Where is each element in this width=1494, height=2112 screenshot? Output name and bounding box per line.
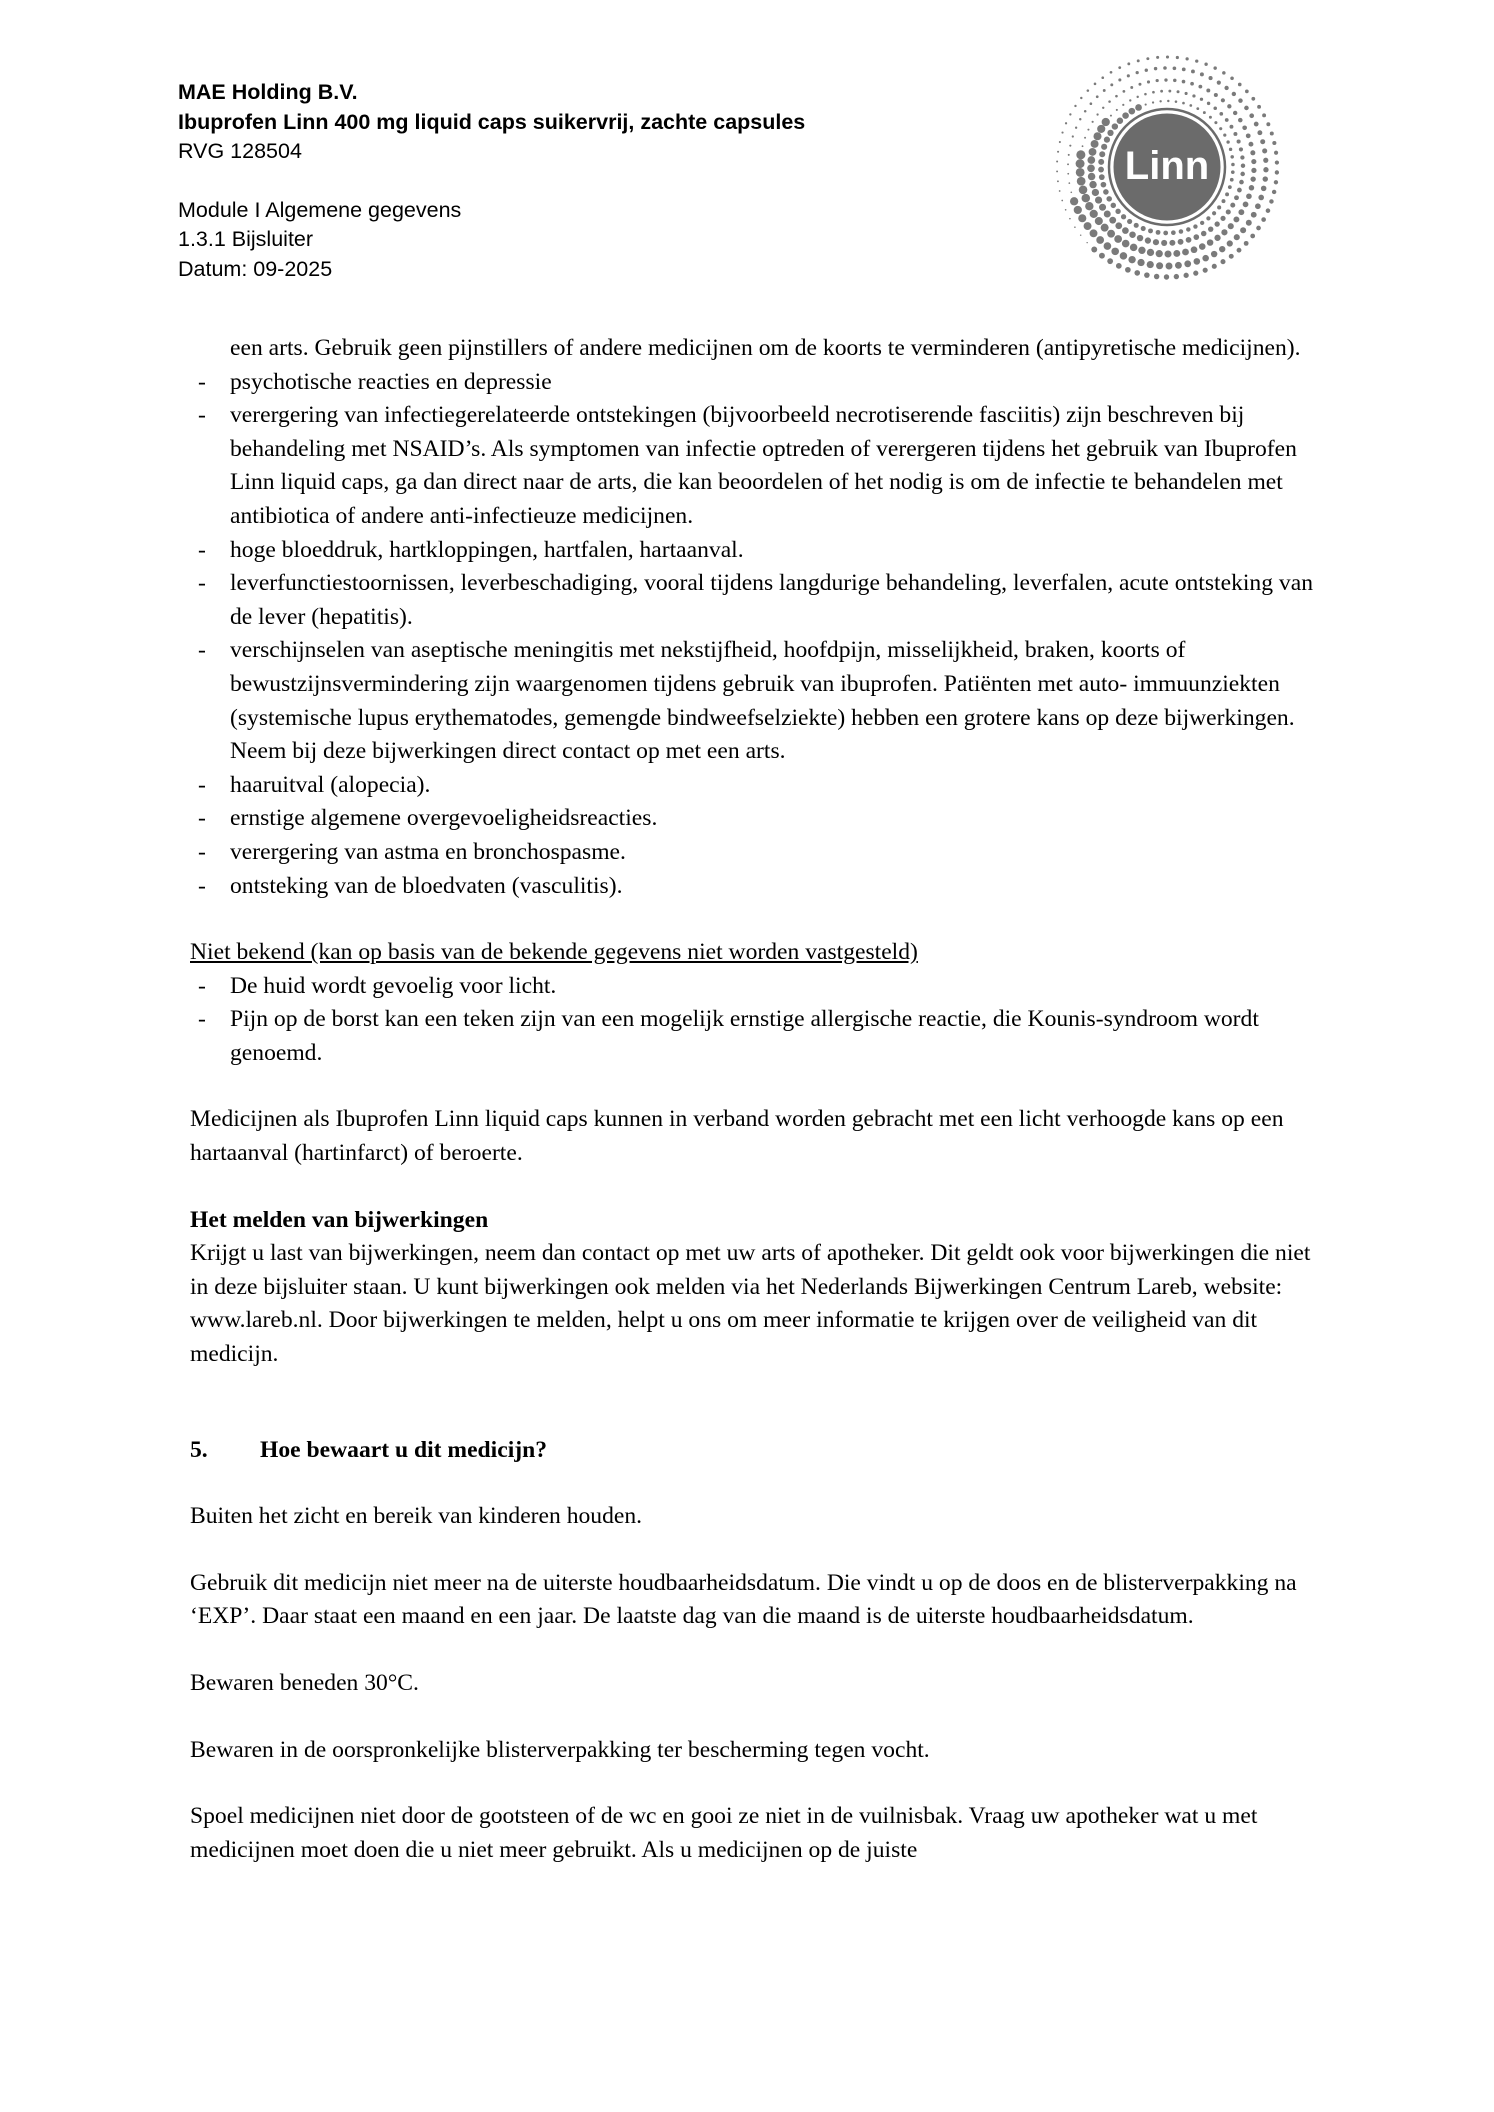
logo-wordmark: Linn: [1124, 144, 1210, 188]
not-known-heading: Niet bekend (kan op basis van de bekende gegevens niet worden vastgesteld): [190, 939, 918, 966]
storage-paragraph: Buiten het zicht en bereik van kinderen houden.: [190, 1503, 643, 1530]
list-item: - leverfunctiestoornissen, leverbeschadiging, vooral tijdens langdurige behandeling, leverfalen, acute ontsteking van de lever (hepatitis).: [190, 567, 1314, 634]
not-known-list: [190, 970, 1314, 1071]
list-item: - verergering van astma en bronchospasme.: [190, 836, 1314, 870]
spacer: [190, 1372, 1314, 1434]
spacer: [190, 903, 1314, 936]
spacer: [190, 1171, 1314, 1204]
spacer: [190, 1701, 1314, 1734]
spacer: [190, 1467, 1314, 1500]
list-item: - psychotische reacties en depressie: [190, 366, 1314, 400]
spacer: [190, 1534, 1314, 1567]
product-name: Ibuprofen Linn 400 mg liquid caps suikervrij, zachte capsules: [178, 109, 806, 134]
section-label: 1.3.1 Bijsluiter: [178, 227, 314, 251]
document-date: Datum: 09-2025: [178, 256, 333, 281]
storage-paragraph: Bewaren beneden 30°C.: [190, 1670, 419, 1696]
section-title: Hoe bewaart u dit medicijn?: [260, 1436, 548, 1463]
list-item: - hoge bloeddruk, hartkloppingen, hartfalen, hartaanval.: [190, 534, 1314, 568]
spacer: [190, 1070, 1314, 1103]
document-body: [190, 332, 1314, 1867]
company-name: MAE Holding B.V.: [178, 80, 358, 104]
continuation-paragraph: een arts. Gebruik geen pijnstillers of andere medicijnen om de koorts te verminderen (antipyretische medicijnen).: [230, 335, 1301, 361]
storage-paragraph: Bewaren in de oorspronkelijke blisterverpakking ter bescherming tegen vocht.: [190, 1736, 930, 1763]
section-5-heading: [190, 1434, 1314, 1468]
list-item: - De huid wordt gevoelig voor licht.: [190, 970, 1314, 1004]
storage-paragraph: Spoel medicijnen niet door de gootsteen of de wc en gooi ze niet in de vuilnisbak. Vraag uw apotheker wat u met medicijnen moet doen die u niet meer gebruikt. Als u medicijnen op de juiste: [190, 1803, 1258, 1863]
spacer: [190, 1634, 1314, 1667]
list-item: - ernstige algemene overgevoeligheidsreacties.: [190, 802, 1314, 836]
heart-risk-paragraph: Medicijnen als Ibuprofen Linn liquid caps kunnen in verband worden gebracht met een licht verhoogde kans op een hartaanval (hartinfarct) of beroerte.: [190, 1106, 1284, 1167]
reporting-paragraph: Krijgt u last van bijwerkingen, neem dan contact op met uw arts of apotheker. Dit geldt ook voor bijwerkingen die niet in deze bijsluiter staan. U kunt bijwerkingen ook melden via het Nederlands Bijwerkingen Centrum Lareb, website: www.lareb.nl. Door bijwerkingen te melden, helpt u ons om meer informatie te krijgen over de veiligheid van dit medicijn.: [190, 1240, 1311, 1368]
list-item: - haaruitval (alopecia).: [190, 769, 1314, 803]
reporting-heading: Het melden van bijwerkingen: [190, 1206, 489, 1233]
module-label: Module I Algemene gegevens: [178, 197, 462, 222]
list-item: - verschijnselen van aseptische meningitis met nekstijfheid, hoofdpijn, misselijkheid, braken, koorts of bewustzijnsvermindering zijn waargenomen tijdens gebruik van ibuprofen. Patiënten met auto- immuunziekten (systemische lupus erythematodes, gemengde bindweefselziekte) hebben een grotere kans op deze bijwerkingen. Neem bij deze bijwerkingen direct contact op met een arts.: [190, 634, 1314, 768]
registration-number: RVG 128504: [178, 139, 302, 163]
linn-logo: [1052, 52, 1282, 282]
list-item: - verergering van infectiegerelateerde ontstekingen (bijvoorbeeld necrotiserende fasciitis) zijn beschreven bij behandeling met NSAID’s. Als symptomen van infectie optreden of verergeren tijdens het gebruik van Ibuprofen Linn liquid caps, ga dan direct naar de arts, die kan beoordelen of het nodig is om de infectie te behandelen met antibiotica of andere anti-infectieuze medicijnen.: [190, 399, 1314, 533]
section-number: 5.: [190, 1436, 208, 1463]
list-item: - Pijn op de borst kan een teken zijn van een mogelijk ernstige allergische reactie, die Kounis-syndroom wordt genoemd.: [190, 1003, 1314, 1070]
linn-logo-icon: [1052, 52, 1282, 282]
spacer: [190, 1767, 1314, 1800]
storage-paragraph: Gebruik dit medicijn niet meer na de uiterste houdbaarheidsdatum. Die vindt u op de doos en de blisterverpakking na ‘EXP’. Daar staat een maand en een jaar. De laatste dag van die maand is de uiterste houdbaarheidsdatum.: [190, 1569, 1297, 1630]
adverse-effects-list: [190, 366, 1314, 904]
list-item: - ontsteking van de bloedvaten (vasculitis).: [190, 870, 1314, 904]
